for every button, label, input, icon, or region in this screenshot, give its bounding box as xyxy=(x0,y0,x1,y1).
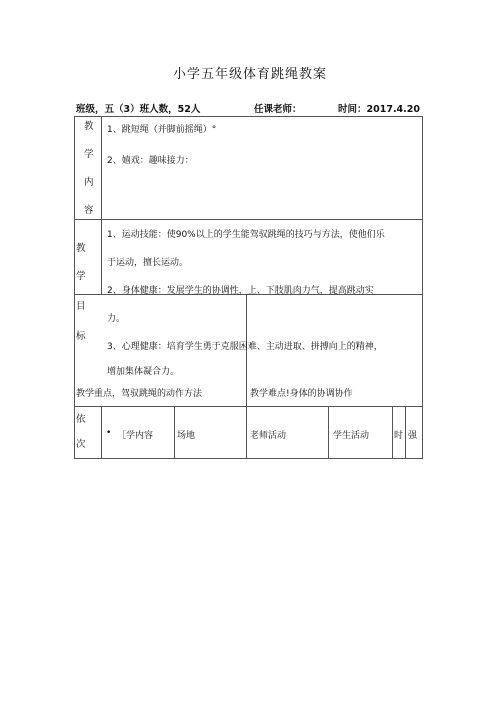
schedule-divider-6 xyxy=(405,406,406,458)
goal-line: 增加集体凝合力。 xyxy=(107,367,180,377)
intensity-header: 强 xyxy=(408,431,418,441)
order-label-char: 次 xyxy=(76,439,86,450)
content-label-char: 教 xyxy=(84,121,94,132)
page-title: 小学五年级体育跳绳教案 xyxy=(172,67,327,82)
class-info: 班级，五（3）班人数，52人 xyxy=(76,104,201,115)
goals-label-char: 目 xyxy=(76,301,86,312)
goal-line: 2、身体健康：发展学生的协调性，上、下肢肌肉力气，提高跳动实 xyxy=(107,286,374,296)
date-info: 时间：2017.4.20 xyxy=(338,104,420,115)
table-border-left xyxy=(74,116,75,458)
content-label-char: 容 xyxy=(84,205,94,216)
goals-label-char: 标 xyxy=(76,331,86,342)
schedule-divider-3 xyxy=(246,406,247,458)
bullet-icon: • xyxy=(106,428,112,438)
student-activity-header: 学生活动 xyxy=(333,431,370,441)
goal-line: 1、运动技能：使90%以上的学生能驾驭跳绳的技巧与方法，使他们乐 xyxy=(107,230,385,240)
table-rule-keypoints-bottom xyxy=(74,406,423,407)
schedule-divider-2 xyxy=(174,406,175,458)
goals-label-char: 教 xyxy=(76,243,86,254)
goal-line: 3、心理健康：培育学生勇于克服困难、主动进取、拼搏向上的精神， xyxy=(107,342,383,352)
table-border-right xyxy=(422,116,423,458)
goal-line: 于运动，擅长运动。 xyxy=(107,258,189,268)
content-label-char: 内 xyxy=(84,177,94,188)
order-label-char: 依 xyxy=(76,414,86,425)
goal-line: 力。 xyxy=(107,314,126,324)
teacher-info: 任课老师： xyxy=(254,104,302,115)
content-item: 1、跳短绳（并脚前摇绳）° xyxy=(107,125,217,135)
table-rule-content-bottom xyxy=(74,219,423,220)
study-content-header: ［学内容 xyxy=(117,431,154,441)
content-label-char: 学 xyxy=(84,149,94,160)
teaching-difficulty: 教学难点!身体的协调协作 xyxy=(250,389,353,399)
schedule-divider-1 xyxy=(101,406,102,458)
schedule-divider-5 xyxy=(392,406,393,458)
venue-header: 场地 xyxy=(177,431,196,441)
label-column-divider xyxy=(101,116,102,294)
table-rule-bottom xyxy=(74,458,423,459)
schedule-divider-4 xyxy=(328,406,329,458)
goals-label-char: 学 xyxy=(76,271,86,282)
teacher-activity-header: 老师活动 xyxy=(250,431,287,441)
table-rule-top xyxy=(74,116,423,117)
time-header: 时 xyxy=(394,431,404,441)
content-item: 2、嬉戏：趣味接力： xyxy=(107,156,194,166)
teaching-focus: 教学重点，驾驭跳绳的动作方法 xyxy=(76,389,203,399)
